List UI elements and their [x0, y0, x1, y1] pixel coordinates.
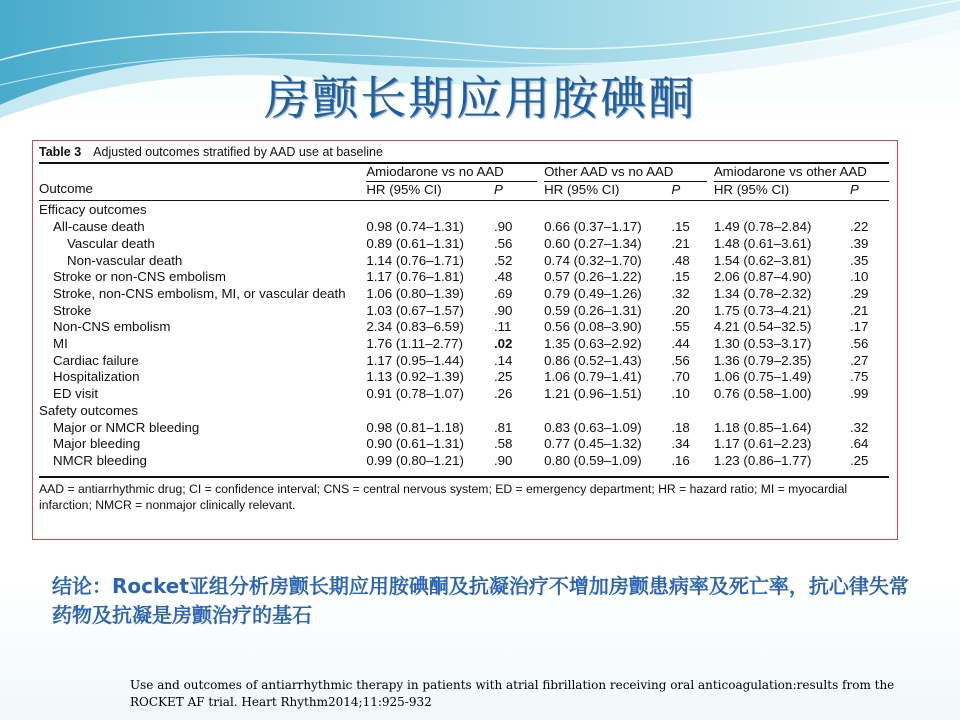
hr-ci-cell: 2.34 (0.83–6.59): [366, 319, 464, 335]
table-row: [39, 219, 889, 236]
table-row: [39, 369, 889, 386]
hr-ci-cell: 1.30 (0.53–3.17): [713, 336, 812, 352]
hr-ci-cell: 1.17 (0.76–1.81): [366, 269, 464, 285]
column-header-row: [39, 181, 889, 198]
table-row: [39, 353, 889, 370]
hr-ci-cell: 0.83 (0.63–1.09): [544, 419, 642, 435]
hr-ci-cell: 1.06 (0.79–1.41): [544, 369, 642, 385]
table-label: Table 3: [39, 145, 82, 159]
table-title: [39, 144, 889, 162]
p-value-cell: .32: [849, 419, 869, 435]
hr-ci-cell: 1.14 (0.76–1.71): [366, 252, 464, 268]
header-rule: [39, 200, 889, 201]
hr-ci-cell: 0.90 (0.61–1.31): [366, 436, 464, 452]
p-value-cell: .35: [849, 252, 869, 268]
outcome-name: Non-CNS embolism: [53, 319, 171, 335]
hr-ci-cell: 1.13 (0.92–1.39): [366, 369, 464, 385]
reference-citation: Use and outcomes of antiarrhythmic therapy in patients with atrial fibrillation receiving oral anticoagulation:results from the ROCKET AF trial. Heart Rhythm2014;11:925-932: [130, 678, 895, 709]
hr-header: HR (95% CI): [713, 181, 790, 197]
table-figure: [32, 140, 898, 540]
table-row: [39, 436, 889, 453]
hr-ci-cell: 1.18 (0.85–1.64): [713, 419, 812, 435]
p-header: P: [671, 181, 681, 197]
p-value-cell: .75: [849, 369, 869, 385]
p-value-cell: .48: [493, 269, 513, 285]
hr-ci-cell: 0.98 (0.74–1.31): [366, 219, 464, 235]
hr-ci-cell: 1.35 (0.63–2.92): [544, 336, 642, 352]
hr-ci-cell: 1.54 (0.62–3.81): [713, 252, 812, 268]
outcome-name: Major or NMCR bleeding: [53, 419, 200, 435]
hr-ci-cell: 2.06 (0.87–4.90): [713, 269, 812, 285]
p-value-cell: .39: [849, 235, 869, 251]
table-row: [39, 269, 889, 286]
group-header-1: Amiodarone vs no AAD: [366, 164, 537, 181]
outcome-name: Stroke, non-CNS embolism, MI, or vascular death: [53, 285, 346, 301]
hr-ci-cell: 1.48 (0.61–3.61): [713, 235, 812, 251]
group-header-2: Other AAD vs no AAD: [544, 164, 707, 181]
p-value-cell: .10: [671, 386, 690, 402]
hr-header: HR (95% CI): [544, 181, 620, 197]
table-row: [39, 386, 889, 403]
p-value-cell: .55: [671, 319, 690, 335]
outcome-name: All-cause death: [53, 219, 145, 235]
section-heading: Safety outcomes: [39, 402, 139, 418]
group-header-row: [39, 164, 889, 181]
outcome-header: Outcome: [39, 181, 93, 197]
hr-ci-cell: 1.06 (0.80–1.39): [366, 285, 464, 301]
p-header: P: [493, 181, 503, 197]
p-value-cell: .21: [671, 235, 690, 251]
hr-ci-cell: 0.56 (0.08–3.90): [544, 319, 642, 335]
outcome-name: Non-vascular death: [67, 252, 183, 268]
hr-ci-cell: 0.91 (0.78–1.07): [366, 386, 464, 402]
hr-ci-cell: 4.21 (0.54–32.5): [713, 319, 812, 335]
hr-ci-cell: 0.60 (0.27–1.34): [544, 235, 642, 251]
p-value-cell: .29: [849, 285, 869, 301]
hr-ci-cell: 0.57 (0.26–1.22): [544, 269, 642, 285]
p-value-cell: .26: [493, 386, 513, 402]
hr-ci-cell: 1.23 (0.86–1.77): [713, 452, 812, 468]
outcome-name: Stroke: [53, 302, 92, 318]
p-value-cell: .70: [671, 369, 690, 385]
p-value-cell: .17: [849, 319, 869, 335]
hr-ci-cell: 0.86 (0.52–1.43): [544, 352, 642, 368]
table-row: [39, 336, 889, 353]
results-table: [39, 164, 889, 470]
hr-ci-cell: 0.79 (0.49–1.26): [544, 285, 642, 301]
p-value-cell: .52: [493, 252, 513, 268]
table-row: [39, 286, 889, 303]
p-value-cell: .14: [493, 352, 513, 368]
hr-ci-cell: 1.49 (0.78–2.84): [713, 219, 812, 235]
p-value-cell: .56: [849, 336, 869, 352]
p-header: P: [849, 181, 859, 197]
p-value-cell: .02: [493, 336, 513, 352]
p-value-cell: .27: [849, 352, 869, 368]
p-value-cell: .25: [493, 369, 513, 385]
p-value-cell: .20: [671, 302, 690, 318]
hr-ci-cell: 1.76 (1.11–2.77): [366, 336, 463, 352]
table-row: [39, 303, 889, 320]
p-value-cell: .15: [671, 269, 690, 285]
table-footnote: AAD = antiarrhythmic drug; CI = confidence interval; CNS = central nervous system; ED = emergency department; HR = hazard ratio; MI = myocardial infarction; NMCR = nonmajor clinically relevant.: [39, 481, 848, 512]
hr-ci-cell: 1.17 (0.95–1.44): [366, 352, 464, 368]
hr-ci-cell: 0.76 (0.58–1.00): [713, 386, 812, 402]
p-value-cell: .99: [849, 386, 869, 402]
hr-ci-cell: 0.74 (0.32–1.70): [544, 252, 642, 268]
outcome-name: Cardiac failure: [53, 352, 139, 368]
p-value-cell: .16: [671, 452, 690, 468]
table-inner: [39, 144, 889, 513]
slide-title: 房颤长期应用胺碘酮: [264, 71, 696, 125]
p-value-cell: .48: [671, 252, 690, 268]
outcome-name: Major bleeding: [53, 436, 141, 452]
hr-ci-cell: 1.17 (0.61–2.23): [713, 436, 812, 452]
p-value-cell: .22: [849, 219, 869, 235]
p-value-cell: .10: [849, 269, 869, 285]
hr-ci-cell: 1.03 (0.67–1.57): [366, 302, 464, 318]
table-row: [39, 453, 889, 470]
hr-ci-cell: 0.59 (0.26–1.31): [544, 302, 642, 318]
p-value-cell: .56: [493, 235, 513, 251]
table-row: [39, 253, 889, 270]
hr-ci-cell: 1.36 (0.79–2.35): [713, 352, 812, 368]
outcome-name: Hospitalization: [53, 369, 140, 385]
hr-ci-cell: 1.34 (0.78–2.32): [713, 285, 812, 301]
hr-header: HR (95% CI): [366, 181, 442, 197]
p-value-cell: .18: [671, 419, 690, 435]
table-row: [39, 236, 889, 253]
hr-ci-cell: 0.98 (0.81–1.18): [366, 419, 464, 435]
table-body: [39, 202, 889, 469]
p-value-cell: .44: [671, 336, 690, 352]
hr-ci-cell: 0.89 (0.61–1.31): [366, 235, 464, 251]
hr-ci-cell: 1.21 (0.96–1.51): [544, 386, 642, 402]
p-value-cell: .25: [849, 452, 869, 468]
section-heading: Efficacy outcomes: [39, 202, 147, 218]
p-value-cell: .90: [493, 219, 513, 235]
conclusion-text: 结论：Rocket亚组分析房颤长期应用胺碘酮及抗凝治疗不增加房颤患病率及死亡率，抗心律失常药物及抗凝是房颤治疗的基石: [52, 574, 909, 627]
section-heading-row: [39, 202, 889, 219]
p-value-cell: .56: [671, 352, 690, 368]
hr-ci-cell: 0.99 (0.80–1.21): [366, 452, 464, 468]
hr-ci-cell: 0.80 (0.59–1.09): [544, 452, 642, 468]
p-value-cell: .34: [671, 436, 690, 452]
hr-ci-cell: 1.75 (0.73–4.21): [713, 302, 812, 318]
outcome-name: ED visit: [53, 386, 99, 402]
outcome-name: MI: [53, 336, 68, 352]
outcome-name: Stroke or non-CNS embolism: [53, 269, 226, 285]
p-value-cell: .69: [493, 285, 513, 301]
hr-ci-cell: 1.06 (0.75–1.49): [713, 369, 812, 385]
table-row: [39, 420, 889, 437]
group-header-3: Amiodarone vs other AAD: [714, 164, 889, 181]
p-value-cell: .11: [493, 319, 512, 335]
outcome-name: Vascular death: [67, 235, 155, 251]
p-value-cell: .58: [493, 436, 513, 452]
p-value-cell: .90: [493, 302, 513, 318]
table-row: [39, 319, 889, 336]
p-value-cell: .21: [849, 302, 869, 318]
table-caption: Adjusted outcomes stratified by AAD use at baseline: [93, 145, 383, 159]
section-heading-row: [39, 403, 889, 420]
p-value-cell: .90: [493, 452, 513, 468]
p-value-cell: .32: [671, 285, 690, 301]
p-value-cell: .81: [493, 419, 513, 435]
p-value-cell: .15: [671, 219, 690, 235]
outcome-name: NMCR bleeding: [53, 452, 147, 468]
hr-ci-cell: 0.77 (0.45–1.32): [544, 436, 642, 452]
p-value-cell: .64: [849, 436, 869, 452]
hr-ci-cell: 0.66 (0.37–1.17): [544, 219, 642, 235]
